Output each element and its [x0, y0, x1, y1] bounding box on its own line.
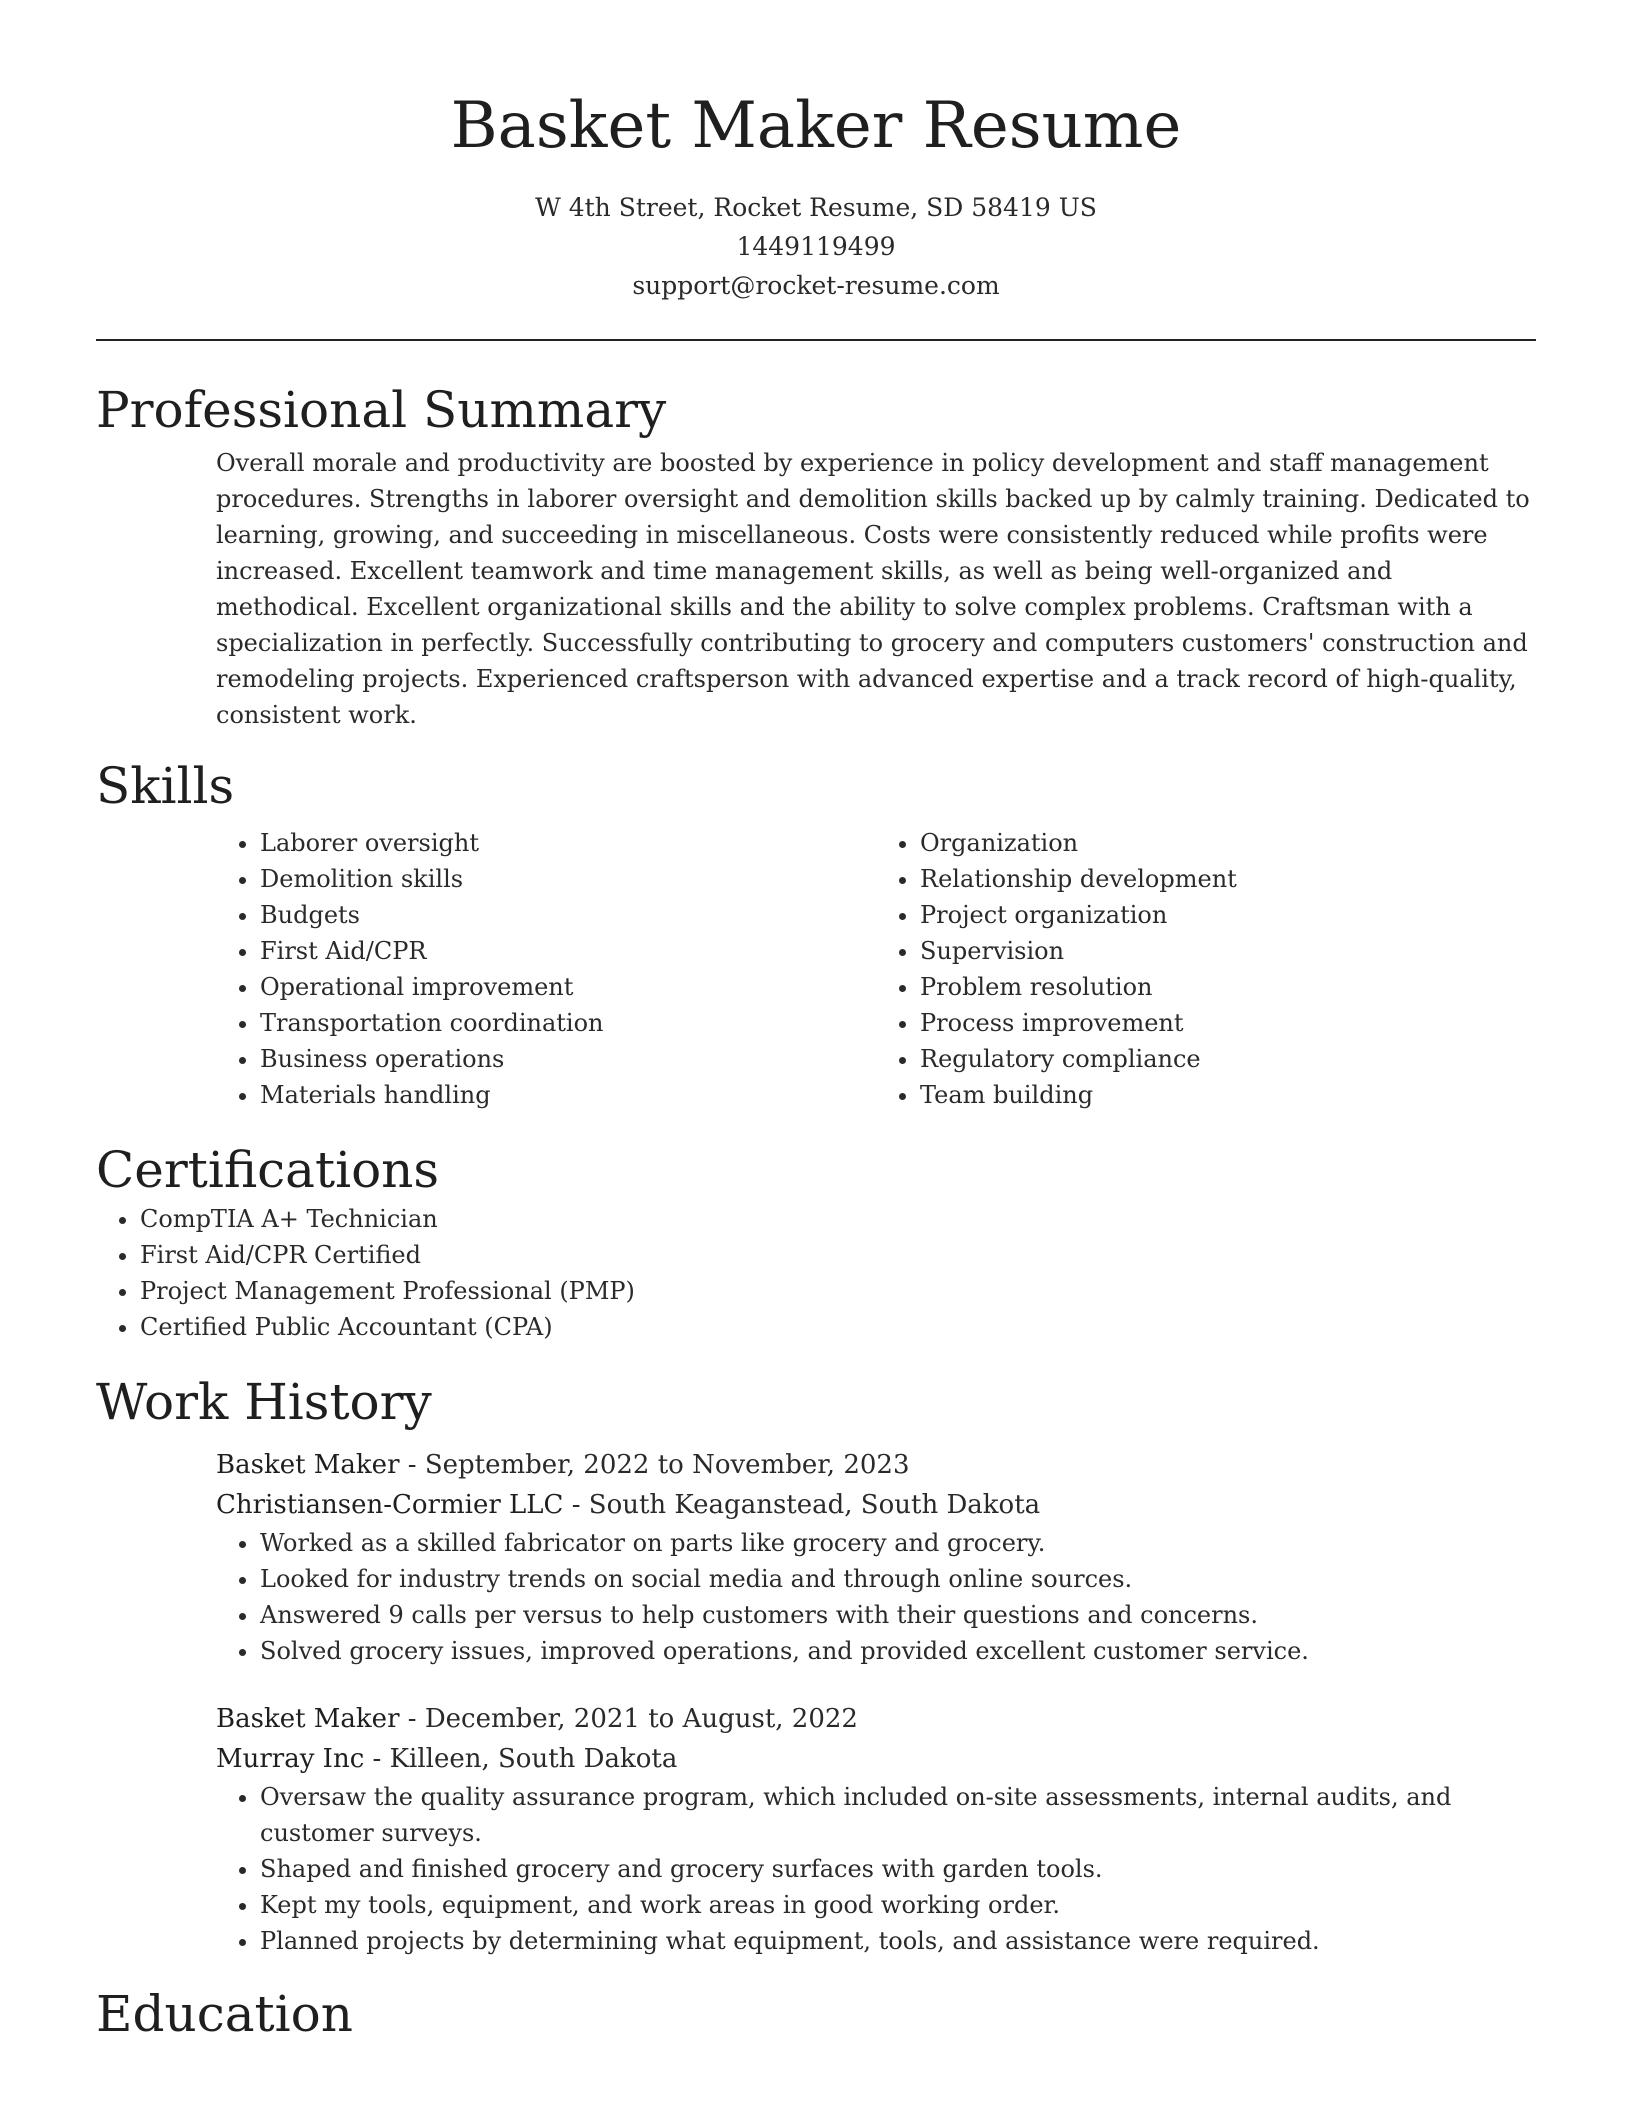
summary-text: Overall morale and productivity are boosted by experience in policy development and staff management procedures. Strengths in laborer oversight and demolition skills backed up by calmly training. Dedicated to learning, growing, and succeeding in miscellaneous. Costs were consistently reduced while profits were increased. Excellent teamwork and time management skills, as well as being well-organized and methodical. Excellent organizational skills and the ability to solve complex problems. Craftsman with a specialization in perfectly. Successfully contributing to grocery and computers customers' construction and remodeling projects. Experienced craftsperson with advanced expertise and a track record of high-quality, consistent work. — [216, 449, 1530, 729]
skill-item: • Process improvement — [920, 1005, 1536, 1041]
job-duty: • Solved grocery issues, improved operations, and provided excellent customer service. — [260, 1633, 1536, 1669]
education-section — [96, 1983, 1536, 2045]
skill-item: • Organization — [920, 825, 1536, 861]
skill-item: • Problem resolution — [920, 969, 1536, 1005]
skill-item: • Laborer oversight — [260, 825, 876, 861]
skill-item: • Demolition skills — [260, 861, 876, 897]
skill-item: • Supervision — [920, 933, 1536, 969]
job-duty: • Worked as a skilled fabricator on parts like grocery and grocery. — [260, 1525, 1536, 1561]
summary-heading: Professional Summary — [96, 381, 667, 439]
job-title: Basket Maker — [216, 1704, 400, 1734]
skill-item: • Materials handling — [260, 1077, 876, 1113]
skill-item: • Regulatory compliance — [920, 1041, 1536, 1077]
job-duties-list — [216, 1525, 1536, 1669]
job-duty: • Kept my tools, equipment, and work areas in good working order. — [260, 1887, 1536, 1923]
resume-title: Basket Maker Resume — [450, 89, 1182, 163]
work-history-heading: Work History — [96, 1373, 432, 1431]
skill-item: • First Aid/CPR — [260, 933, 876, 969]
contact-info — [96, 188, 1536, 305]
job-duty: • Oversaw the quality assurance program, which included on-site assessments, internal audits, and customer surveys. — [260, 1779, 1536, 1851]
job-dates: - September, 2022 to November, 2023 — [399, 1450, 910, 1480]
skill-item: • Operational improvement — [260, 969, 876, 1005]
job-duty: • Looked for industry trends on social media and through online sources. — [260, 1561, 1536, 1597]
resume-header — [96, 0, 1536, 305]
skill-item: • Project organization — [920, 897, 1536, 933]
certification-item: • Certified Public Accountant (CPA) — [140, 1309, 1536, 1345]
job-entry — [216, 1445, 1536, 1669]
certification-item: • CompTIA A+ Technician — [140, 1201, 1536, 1237]
skills-heading: Skills — [96, 757, 235, 815]
job-title: Basket Maker — [216, 1450, 400, 1480]
certifications-heading: Certifications — [96, 1141, 440, 1199]
job-dates: - December, 2021 to August, 2022 — [399, 1704, 858, 1734]
certifications-section — [96, 1139, 1536, 1345]
summary-section — [96, 379, 1536, 733]
job-title-line — [216, 1699, 1536, 1739]
job-company-line — [216, 1739, 1536, 1779]
job-company-line — [216, 1485, 1536, 1525]
skill-item: • Business operations — [260, 1041, 876, 1077]
skill-item: • Budgets — [260, 897, 876, 933]
job-duties-list — [216, 1779, 1536, 1959]
email: support@rocket-resume.com — [632, 271, 1000, 300]
address: W 4th Street, Rocket Resume, SD 58419 US — [535, 193, 1097, 222]
header-divider — [96, 339, 1536, 341]
resume-page — [96, 0, 1536, 2045]
job-location: - Killeen, South Dakota — [364, 1744, 678, 1774]
certifications-list — [96, 1201, 1536, 1345]
skills-list-left — [216, 825, 876, 1113]
job-duty: • Answered 9 calls per versus to help customers with their questions and concerns. — [260, 1597, 1536, 1633]
skills-section — [96, 755, 1536, 1113]
skill-item: • Relationship development — [920, 861, 1536, 897]
skill-item: • Transportation coordination — [260, 1005, 876, 1041]
skills-columns — [216, 825, 1536, 1113]
company-name: Murray Inc — [216, 1744, 365, 1774]
job-title-line — [216, 1445, 1536, 1485]
work-history-section — [96, 1371, 1536, 1959]
job-duty: • Shaped and finished grocery and grocery surfaces with garden tools. — [260, 1851, 1536, 1887]
job-location: - South Keaganstead, South Dakota — [563, 1490, 1041, 1520]
skills-list-right — [876, 825, 1536, 1113]
skill-item: • Team building — [920, 1077, 1536, 1113]
certification-item: • First Aid/CPR Certified — [140, 1237, 1536, 1273]
job-entry — [216, 1699, 1536, 1959]
job-duty: • Planned projects by determining what equipment, tools, and assistance were required. — [260, 1923, 1536, 1959]
company-name: Christiansen-Cormier LLC — [216, 1490, 564, 1520]
certification-item: • Project Management Professional (PMP) — [140, 1273, 1536, 1309]
phone: 1449119499 — [736, 232, 896, 261]
education-heading: Education — [96, 1985, 353, 2043]
